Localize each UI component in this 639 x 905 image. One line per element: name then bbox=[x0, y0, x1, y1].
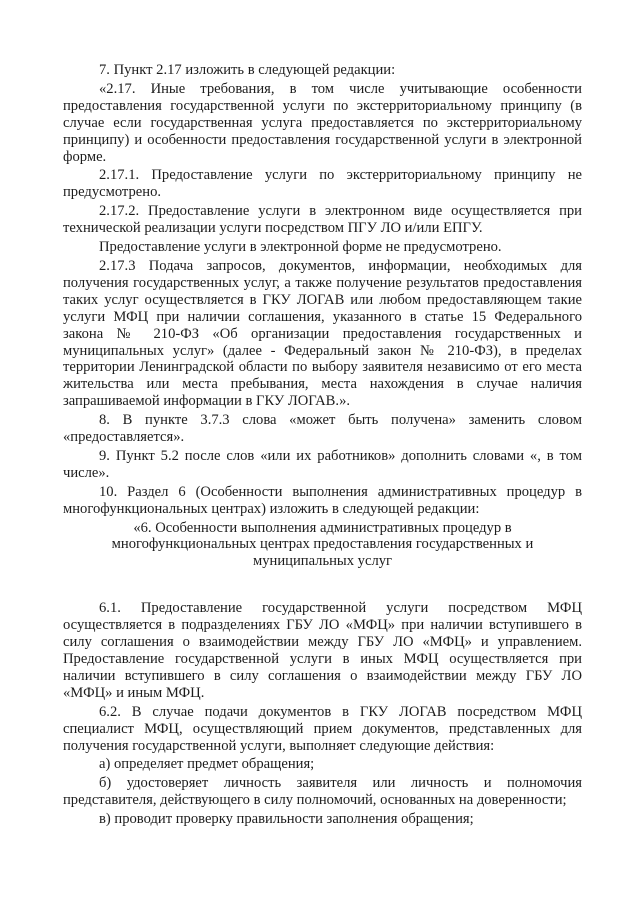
paragraph-2-17-3: 2.17.3 Подача запросов, документов, информации, необходимых для получения государственных услуг, а также получение результатов предоставления таких услуг осуществляется в ГКУ ЛОГАВ или любом предоставляющем такие услуги МФЦ при наличии соглашения, указанного в статье 15 Федерального закона № 210-ФЗ «Об организации предоставления государственных и муниципальных услуг» (далее - Федеральный закон № 210-ФЗ), в пределах территории Ленинградской области по выбору заявителя независимо от его места жительства или места пребывания, места нахождения в случае наличия запрашиваемой информации в ГКУ ЛОГАВ.». bbox=[63, 257, 582, 410]
paragraph-6-1: 6.1. Предоставление государственной услуги посредством МФЦ осуществляется в подразделениях ГБУ ЛО «МФЦ» при наличии вступившего в силу соглашения о взаимодействии между ГБУ ЛО «МФЦ» и управлением. Предоставление государственной услуги в иных МФЦ осуществляется при наличии вступившего в силу соглашения о взаимодействии между ГБУ ЛО «МФЦ» и иным МФЦ. bbox=[63, 600, 582, 701]
paragraph-item-8: 8. В пункте 3.7.3 слова «может быть получена» заменить словом «предоставляется». bbox=[63, 412, 582, 446]
paragraph-2-17-2: 2.17.2. Предоставление услуги в электронном виде осуществляется при технической реализации услуги посредством ПГУ ЛО и/или ЕПГУ. bbox=[63, 203, 582, 237]
list-item-b: б) удостоверяет личность заявителя или личность и полномочия представителя, действующего в силу полномочий, основанных на доверенности; bbox=[63, 775, 582, 809]
paragraph-electronic-form: Предоставление услуги в электронной форме не предусмотрено. bbox=[99, 239, 502, 256]
heading-spacer bbox=[63, 570, 582, 600]
list-item-v: в) проводит проверку правильности заполнения обращения; bbox=[99, 811, 474, 828]
paragraph-2-17-1: 2.17.1. Предоставление услуги по экстерриториальному принципу не предусмотрено. bbox=[63, 167, 582, 201]
paragraph-2-17: «2.17. Иные требования, в том числе учитывающие особенности предоставления государственной услуги по экстерриториальному принципу (в случае если государственная услуга предоставляется по экстерриториальному принципу) и особенности предоставления государственной услуги в электронной форме. bbox=[63, 80, 582, 165]
paragraph-6-2: 6.2. В случае подачи документов в ГКУ ЛОГАВ посредством МФЦ специалист МФЦ, осуществляющий прием документов, представленных для получения государственной услуги, выполняет следующие действия: bbox=[63, 703, 582, 754]
paragraph-item-9: 9. Пункт 5.2 после слов «или их работников» дополнить словами «, в том числе». bbox=[63, 447, 582, 481]
list-item-a: а) определяет предмет обращения; bbox=[99, 756, 315, 773]
section-6-heading: «6. Особенности выполнения административных процедур в многофункциональных центрах предоставления государственных и муниципальных услуг bbox=[111, 519, 534, 570]
paragraph-item-7: 7. Пункт 2.17 изложить в следующей редакции: bbox=[99, 62, 396, 78]
paragraph-item-10: 10. Раздел 6 (Особенности выполнения административных процедур в многофункциональных центрах) изложить в следующей редакции: bbox=[63, 483, 582, 517]
